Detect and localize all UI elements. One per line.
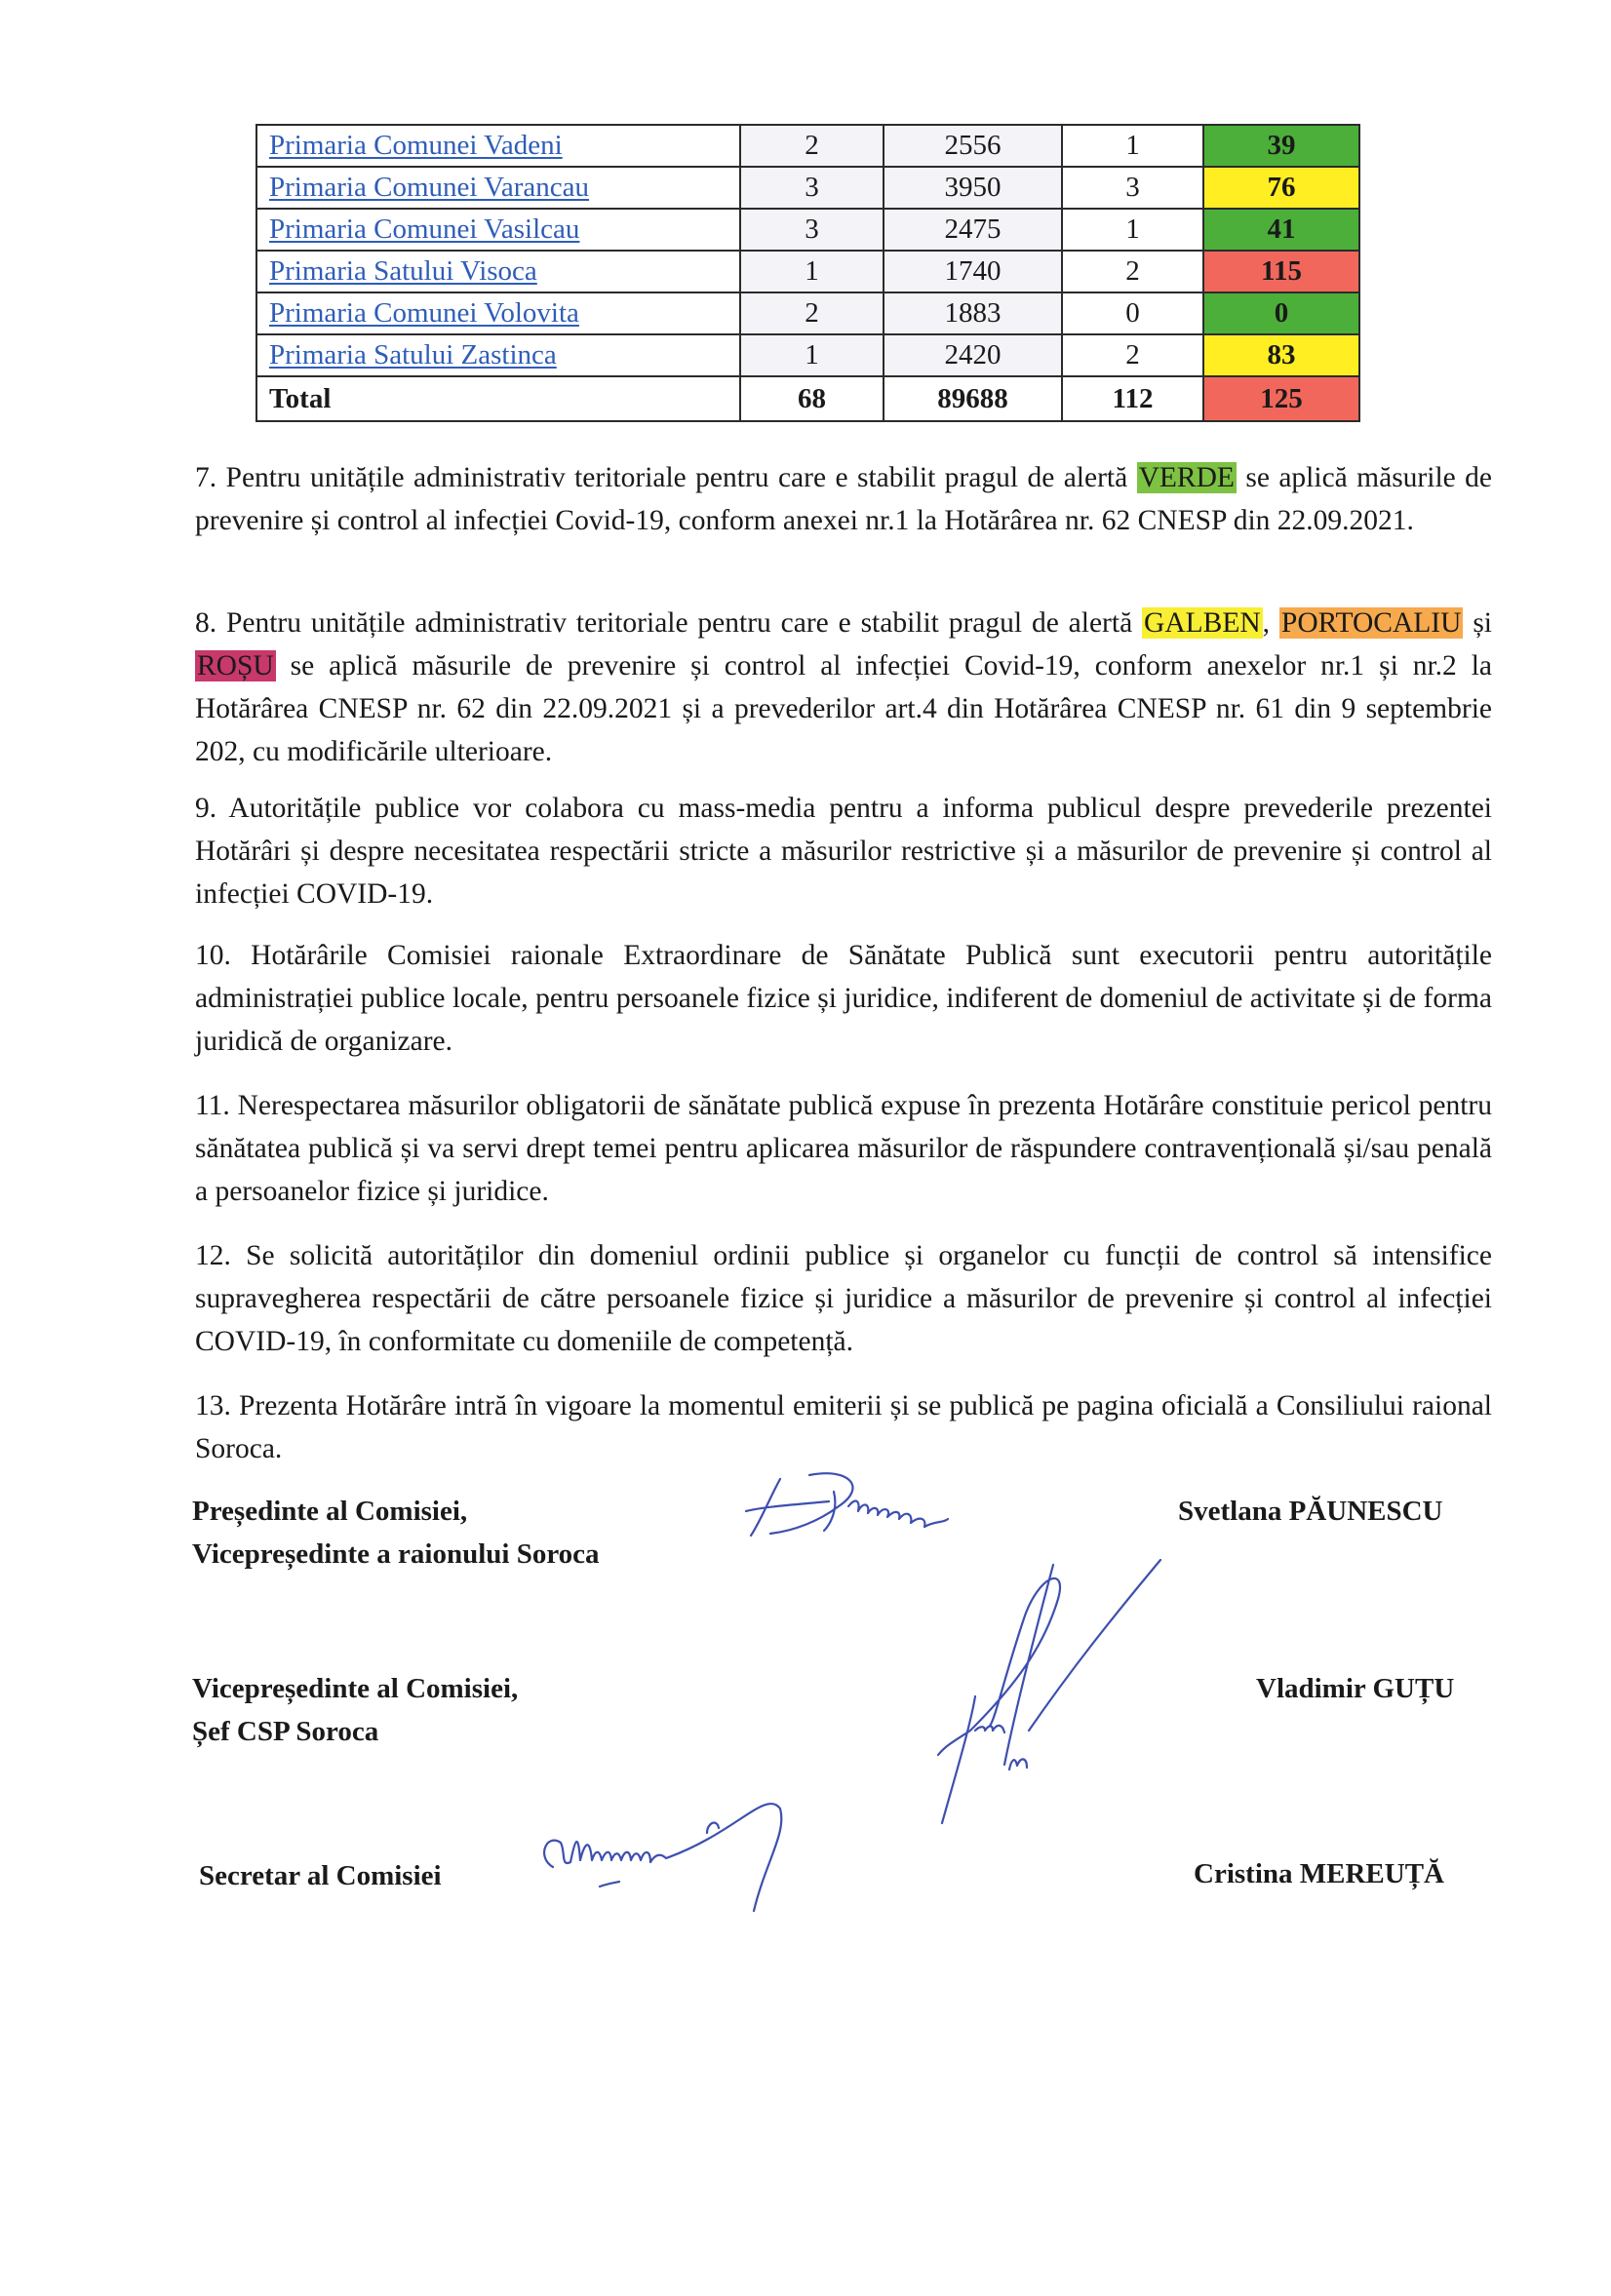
p8-sep-1: ,: [1262, 607, 1279, 639]
cell-c1: 3: [740, 209, 884, 251]
table-row: [256, 125, 1359, 167]
p8-text-before: 8. Pentru unitățile administrativ teritoriale pentru care e stabilit pragul de alertă: [195, 607, 1143, 639]
p7-text-before: 7. Pentru unitățile administrativ teritoriale pentru care e stabilit pragul de alertă: [195, 462, 1137, 493]
p11-text: 11. Nerespectarea măsurilor obligatorii de sănătate publică expuse în prezenta Hotărâre constituie pericol pentru sănătatea publică și va servi drept temei pentru aplicarea măsurilor de răspundere contravențională și/sau penală a persoanelor fizice și juridice.: [195, 1090, 1492, 1207]
p10-text: 10. Hotărârile Comisiei raionale Extraordinare de Sănătate Publică sunt executorii pentru autoritățile administrației publice locale, pentru persoanele fizice și juridice, indiferent de domeniul de activitate și de forma juridică de organizare.: [195, 940, 1492, 1057]
signature-role-vicepresident: [192, 1667, 518, 1753]
cell-c3: 112: [1062, 376, 1203, 421]
cell-locality: [256, 251, 740, 292]
paragraph-10: [195, 934, 1492, 1063]
signature-role-president: [192, 1490, 600, 1576]
highlight-rosu: ROȘU: [197, 650, 274, 681]
cell-c2: 2556: [884, 125, 1062, 167]
cell-locality: Total: [256, 376, 740, 421]
cell-c3: 3: [1062, 167, 1203, 209]
role-line-1: Președinte al Comisiei,: [192, 1496, 468, 1527]
cell-c1: 1: [740, 334, 884, 376]
cell-c1: 68: [740, 376, 884, 421]
highlight-galben: GALBEN: [1144, 607, 1261, 639]
table-row: [256, 292, 1359, 334]
p9-text: 9. Autoritățile publice vor colabora cu mass-media pentru a informa publicul despre prevederile prezentei Hotărâri și despre necesitatea respectării stricte a măsurilor restrictive și a măsurilor de prevenire și control al infecției COVID-19.: [195, 793, 1492, 910]
role-line-1: Vicepreședinte al Comisiei,: [192, 1673, 519, 1704]
cell-locality: [256, 292, 740, 334]
cell-c2: 1883: [884, 292, 1062, 334]
cell-c3: 0: [1062, 292, 1203, 334]
cell-alert-value: 0: [1203, 292, 1359, 334]
table-row: [256, 167, 1359, 209]
cell-locality: [256, 334, 740, 376]
cell-c1: 3: [740, 167, 884, 209]
cell-c3: 1: [1062, 209, 1203, 251]
cell-c2: 3950: [884, 167, 1062, 209]
locality-link[interactable]: Primaria Satului Zastinca: [269, 339, 557, 370]
cell-c2: 89688: [884, 376, 1062, 421]
cell-c2: 1740: [884, 251, 1062, 292]
p13-text: 13. Prezenta Hotărâre intră în vigoare la momentul emiterii și se publică pe pagina oficială a Consiliului raional Soroca.: [195, 1390, 1492, 1464]
table-row: [256, 251, 1359, 292]
highlight-verde: VERDE: [1138, 462, 1235, 493]
role-line-2: Vicepreședinte a raionului Soroca: [192, 1538, 600, 1570]
signatory-name-vicepresident: Vladimir GUȚU: [1256, 1673, 1455, 1704]
table-total-row: [256, 376, 1359, 421]
signatory-name-secretary: Cristina MEREUȚĂ: [1194, 1858, 1444, 1889]
locality-link[interactable]: Primaria Satului Visoca: [269, 255, 537, 287]
cell-locality: [256, 209, 740, 251]
role-line-2: Șef CSP Soroca: [192, 1716, 379, 1747]
signatory-name-president: Svetlana PĂUNESCU: [1178, 1496, 1443, 1527]
paragraph-13: [195, 1384, 1492, 1470]
cell-c3: 2: [1062, 251, 1203, 292]
paragraph-12: [195, 1234, 1492, 1363]
paragraph-11: [195, 1084, 1492, 1213]
cell-alert-value: 125: [1203, 376, 1359, 421]
cell-alert-value: 41: [1203, 209, 1359, 251]
signature-role-secretary: [199, 1854, 442, 1897]
paragraph-7: [195, 456, 1492, 542]
p8-text-after: se aplică măsurile de prevenire și control al infecției Covid-19, conform anexelor nr.1 și nr.2 la Hotărârea CNESP nr. 62 din 22.09.2021 și a prevederilor art.4 din Hotărârea CNESP nr. 61 din 9 septembrie 202, cu modificările ulterioare.: [195, 650, 1492, 767]
cell-locality: [256, 167, 740, 209]
locality-link[interactable]: Primaria Comunei Volovita: [269, 297, 579, 329]
table-row: [256, 209, 1359, 251]
cell-c3: 1: [1062, 125, 1203, 167]
cell-alert-value: 76: [1203, 167, 1359, 209]
signature-paunescu-icon: [741, 1467, 1073, 1545]
role-line-1: Secretar al Comisiei: [199, 1860, 442, 1891]
locality-link[interactable]: Primaria Comunei Vadeni: [269, 130, 563, 161]
cell-c2: 2475: [884, 209, 1062, 251]
paragraph-8: [195, 602, 1492, 773]
p12-text: 12. Se solicită autorităților din domeniul ordinii publice și organelor cu funcții de control să intensifice supravegherea respectării de către persoanele fizice și juridice a măsurilor de prevenire și control al infecției COVID-19, în conformitate cu domeniile de competență.: [195, 1240, 1492, 1357]
cell-c1: 2: [740, 292, 884, 334]
cell-c1: 1: [740, 251, 884, 292]
alert-table: [255, 124, 1360, 422]
p8-sep-2: și: [1463, 607, 1492, 639]
p7-text-after: se aplică măsurile de prevenire și control al infecției Covid-19, conform anexei nr.1 la Hotărârea nr. 62 CNESP din 22.09.2021.: [195, 462, 1492, 536]
cell-alert-value: 115: [1203, 251, 1359, 292]
highlight-portocaliu: PORTOCALIU: [1280, 607, 1462, 639]
cell-c1: 2: [740, 125, 884, 167]
cell-alert-value: 39: [1203, 125, 1359, 167]
cell-c2: 2420: [884, 334, 1062, 376]
signature-gutu-icon: [936, 1550, 1190, 1843]
locality-link[interactable]: Primaria Comunei Vasilcau: [269, 214, 580, 245]
signature-mereuta-icon: [531, 1774, 863, 1921]
cell-alert-value: 83: [1203, 334, 1359, 376]
paragraph-9: [195, 787, 1492, 915]
table-row: [256, 334, 1359, 376]
cell-locality: [256, 125, 740, 167]
locality-link[interactable]: Primaria Comunei Varancau: [269, 172, 590, 203]
cell-c3: 2: [1062, 334, 1203, 376]
